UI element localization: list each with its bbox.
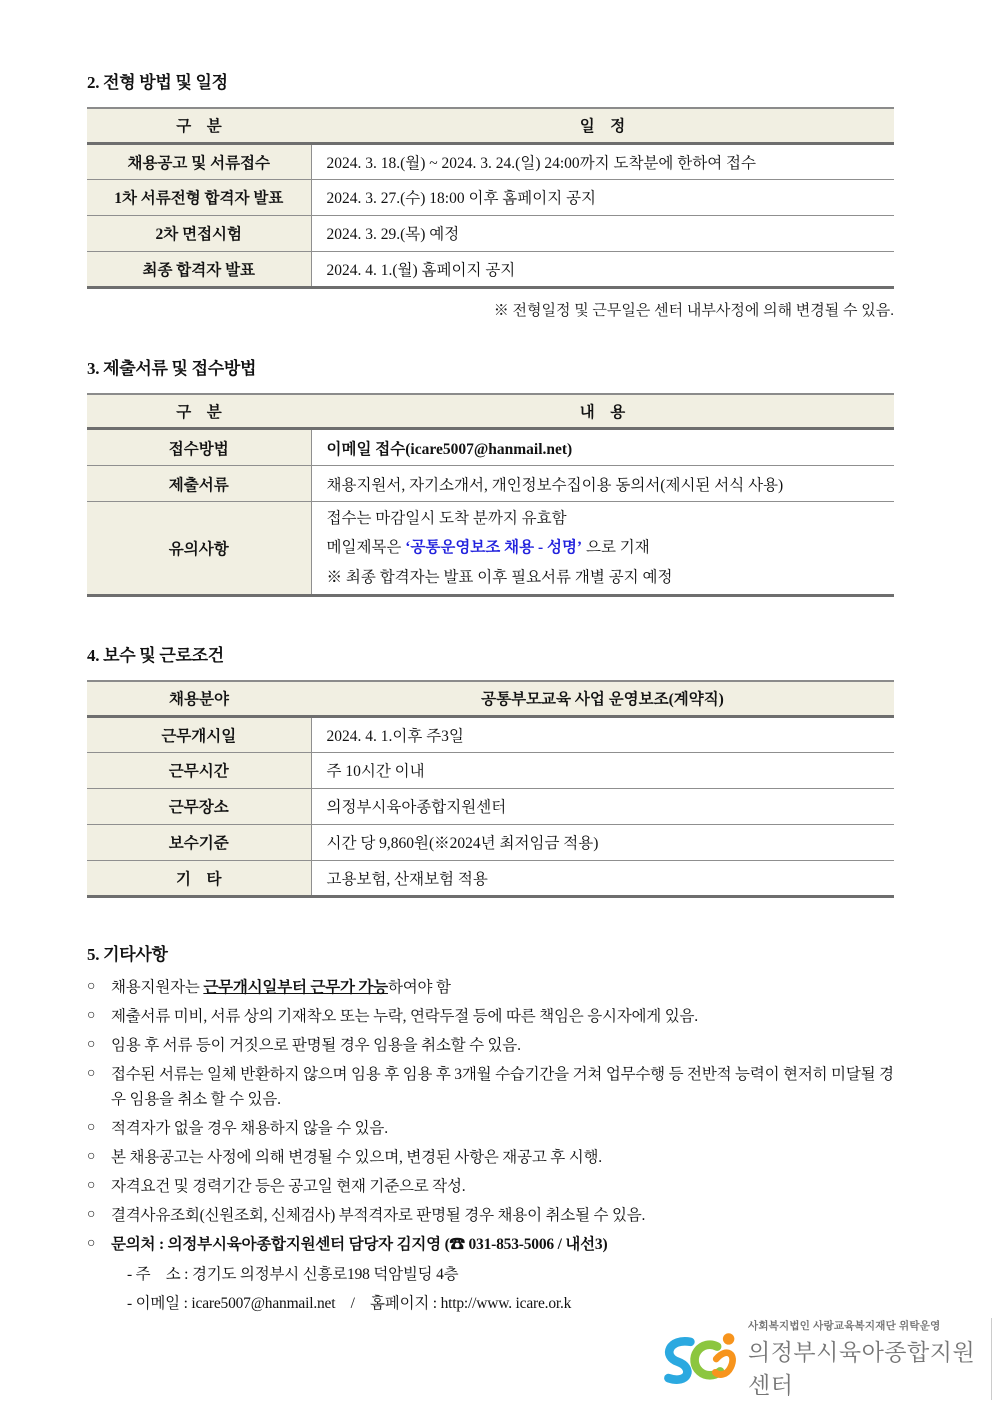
notice-line: ※ 최종 합격자는 발표 이후 필요서류 개별 공지 예정	[326, 568, 673, 586]
table-row	[87, 502, 894, 596]
section-5-title: 5. 기타사항	[87, 944, 168, 964]
job-field-value: 공통부모교육 사업 운영보조(계약직)	[311, 681, 894, 716]
table-header-row	[87, 394, 894, 429]
schedule-change-note: ※ 전형일정 및 근무일은 센터 내부사정에 의해 변경될 수 있음.	[493, 302, 894, 319]
column-header: 내 용	[311, 394, 894, 429]
row-label: 2차 면접시험	[87, 215, 311, 251]
row-label: 근무개시일	[87, 716, 311, 752]
circle-bullet-icon: ○	[87, 1178, 96, 1194]
table-row	[87, 466, 894, 502]
table-row	[87, 788, 894, 824]
table-row	[87, 429, 894, 466]
row-label: 근무장소	[87, 788, 311, 824]
list-item-text: 제출서류 미비, 서류 상의 기재착오 또는 누락, 연락두절 등에 따른 책임은 응시자에게 있음.	[111, 1007, 698, 1025]
list-item-text: 자격요건 및 경력기간 등은 공고일 현재 기준으로 작성.	[111, 1178, 466, 1196]
row-label: 유의사항	[87, 502, 311, 596]
section-4-title: 4. 보수 및 근로조건	[87, 646, 224, 665]
contact-email-homepage: - 이메일 : icare5007@hanmail.net / 홈페이지 : http://www. icare.or.k	[127, 1294, 572, 1312]
list-item-text: 임용 후 서류 등이 거짓으로 판명될 경우 임용을 취소할 수 있음.	[111, 1036, 521, 1054]
table-row	[87, 215, 894, 251]
document-content	[87, 68, 894, 1320]
row-value: 2024. 3. 29.(목) 예정	[311, 215, 894, 251]
notice-value	[311, 502, 894, 596]
row-label: 보수기준	[87, 824, 311, 860]
column-header: 일 정	[311, 108, 894, 143]
center-logo-icon	[656, 1330, 742, 1388]
list-item	[87, 1062, 894, 1112]
list-item	[87, 1145, 894, 1170]
table-header-row	[87, 681, 894, 716]
list-item	[87, 1174, 894, 1199]
column-header: 구 분	[87, 394, 311, 429]
table-row	[87, 752, 894, 788]
circle-bullet-icon: ○	[87, 1007, 96, 1023]
row-value: 시간 당 9,860원(※2024년 최저임금 적용)	[311, 824, 894, 860]
center-logo	[656, 1318, 992, 1400]
row-value: 2024. 4. 1.(월) 홈페이지 공지	[311, 251, 894, 287]
list-item-text: 접수된 서류는 일체 반환하지 않으며 임용 후 임용 후 3개월 수습기간을 거쳐 업무수행 등 전반적 능력이 현저히 미달될 경우 임용을 취소 할 수 있음.	[111, 1065, 894, 1108]
list-item-text: 본 채용공고는 사정에 의해 변경될 수 있으며, 변경된 사항은 재공고 후 시행.	[111, 1149, 602, 1167]
list-item	[87, 975, 894, 1000]
table-row	[87, 251, 894, 287]
circle-bullet-icon: ○	[87, 1236, 96, 1252]
row-label: 제출서류	[87, 466, 311, 502]
section-3-title: 3. 제출서류 및 접수방법	[87, 358, 257, 378]
center-logo-text	[748, 1318, 992, 1400]
row-label: 채용공고 및 서류접수	[87, 143, 311, 179]
row-value: 2024. 4. 1.이후 주3일	[311, 716, 894, 752]
contact-main-text: 문의처 : 의정부시육아종합지원센터 담당자 김지영 (☎ 031-853-5006 / 내선3)	[111, 1236, 608, 1254]
mail-subject-highlight: ‘공통운영보조 채용 - 성명’	[405, 539, 583, 557]
table-row	[87, 860, 894, 896]
working-conditions-table	[87, 680, 894, 898]
circle-bullet-icon: ○	[87, 978, 96, 994]
circle-bullet-icon: ○	[87, 1207, 96, 1223]
list-item	[87, 1004, 894, 1029]
contact-item	[87, 1232, 894, 1257]
row-label: 1차 서류전형 합격자 발표	[87, 179, 311, 215]
submission-table	[87, 393, 894, 598]
circle-bullet-icon: ○	[87, 1065, 96, 1081]
column-header: 구 분	[87, 108, 311, 143]
list-item-text: 채용지원자는 근무개시일부터 근무가 가능하여야 함	[111, 978, 451, 996]
row-value: 주 10시간 이내	[311, 752, 894, 788]
center-name: 의정부시육아종합지원센터	[748, 1339, 976, 1398]
contact-address: - 주 소 : 경기도 의정부시 신흥로198 덕암빌딩 4층	[127, 1265, 459, 1283]
email-address-value: 이메일 접수(icare5007@hanmail.net)	[311, 429, 894, 466]
emphasized-text: 근무개시일부터 근무가 가능	[203, 978, 388, 996]
section-2-title: 2. 전형 방법 및 일정	[87, 73, 228, 92]
circle-bullet-icon: ○	[87, 1036, 96, 1052]
list-item	[87, 1033, 894, 1058]
row-value: 2024. 3. 18.(월) ~ 2024. 3. 24.(일) 24:00까지 도착분에 한하여 접수	[311, 143, 894, 179]
table-row	[87, 179, 894, 215]
circle-bullet-icon: ○	[87, 1149, 96, 1165]
row-label: 접수방법	[87, 429, 311, 466]
row-value: 2024. 3. 27.(수) 18:00 이후 홈페이지 공지	[311, 179, 894, 215]
table-row	[87, 716, 894, 752]
row-value: 채용지원서, 자기소개서, 개인정보수집이용 동의서(제시된 서식 사용)	[311, 466, 894, 502]
misc-notes-list	[87, 975, 894, 1316]
row-value: 고용보험, 산재보험 적용	[311, 860, 894, 896]
row-label: 최종 합격자 발표	[87, 251, 311, 287]
circle-bullet-icon: ○	[87, 1120, 96, 1136]
list-item-text: 적격자가 없을 경우 채용하지 않을 수 있음.	[111, 1120, 388, 1138]
notice-line: 메일제목은 ‘공통운영보조 채용 - 성명’ 으로 기재	[326, 539, 650, 557]
row-label: 기 타	[87, 860, 311, 896]
row-label: 근무시간	[87, 752, 311, 788]
schedule-table	[87, 107, 894, 289]
table-row	[87, 143, 894, 179]
list-item	[87, 1203, 894, 1228]
foundation-subtitle: 사회복지법인 사랑교육복지재단 위탁운영	[748, 1320, 941, 1332]
table-row	[87, 824, 894, 860]
list-item-text: 결격사유조회(신원조회, 신체검사) 부적격자로 판명될 경우 채용이 취소될 수 있음.	[111, 1207, 646, 1225]
row-label: 채용분야	[87, 681, 311, 716]
table-header-row	[87, 108, 894, 143]
list-item	[87, 1116, 894, 1141]
row-value: 의정부시육아종합지원센터	[311, 788, 894, 824]
notice-line: 접수는 마감일시 도착 분까지 유효함	[326, 509, 567, 527]
